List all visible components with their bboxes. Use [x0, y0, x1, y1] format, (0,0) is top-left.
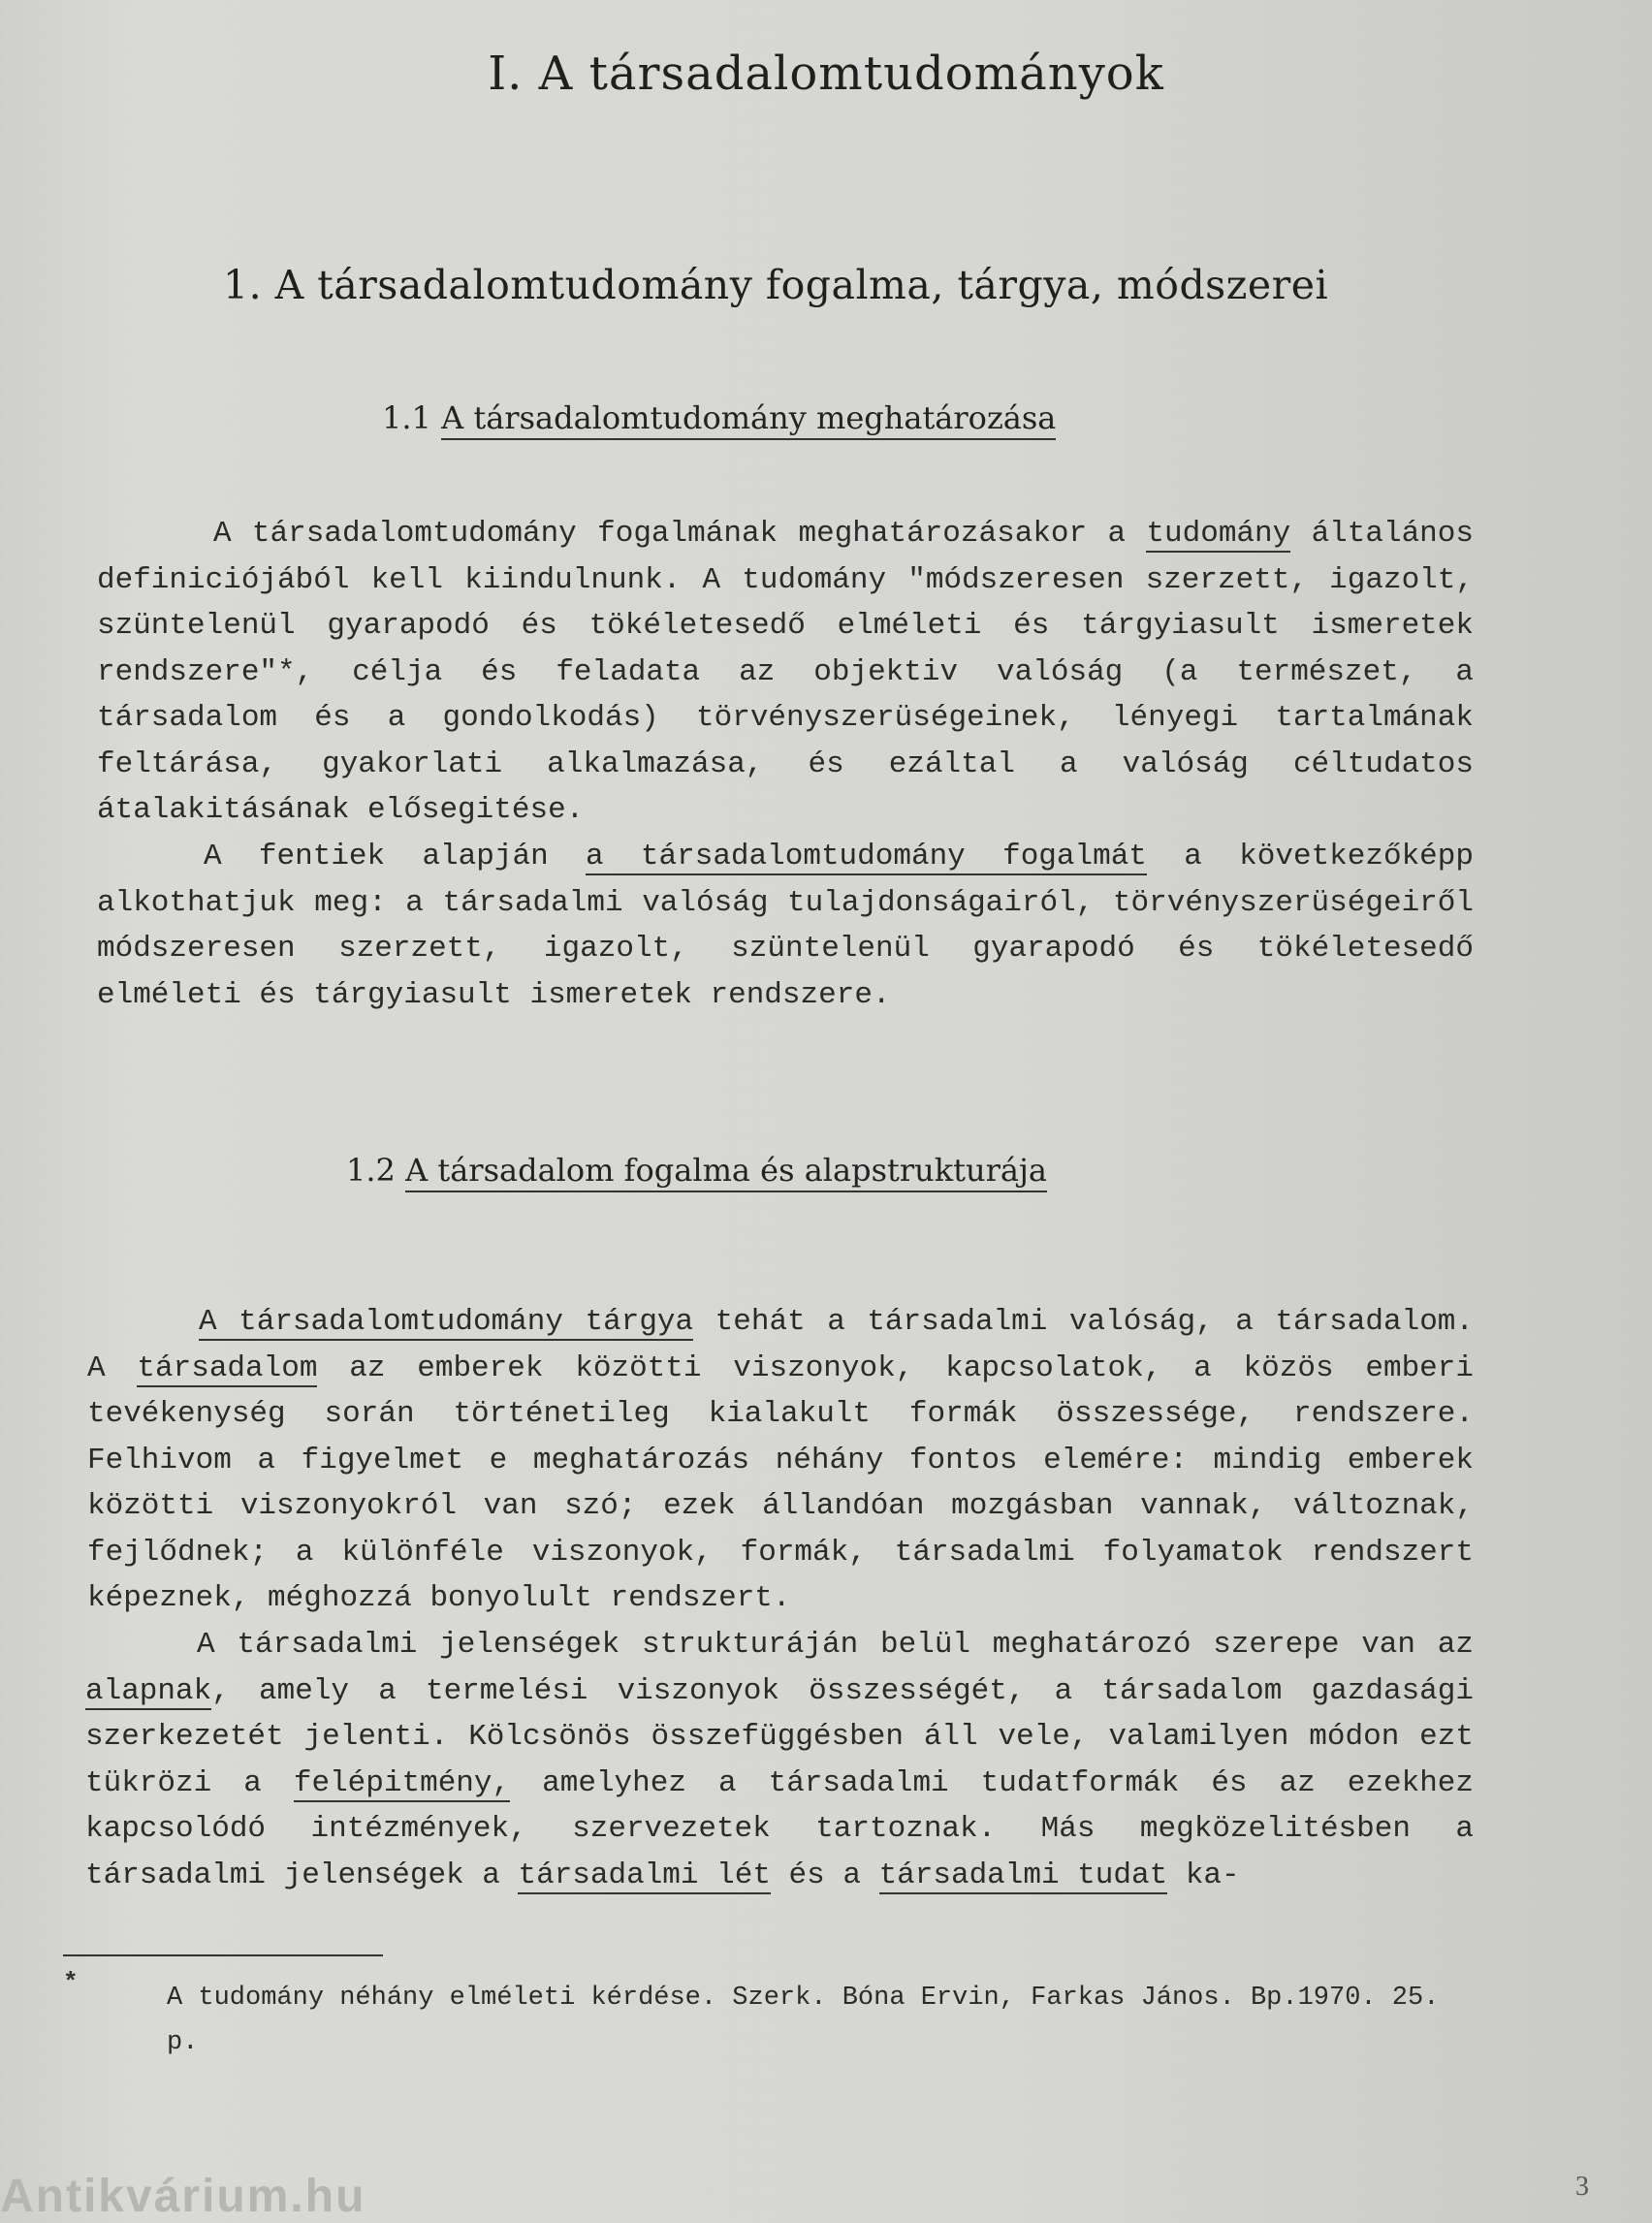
- underlined-term: A társadalomtudomány tárgya: [199, 1305, 694, 1339]
- text-run: A társadalomtudomány fogalmának meghatározásakor a: [213, 517, 1147, 551]
- text-run: ka-: [1167, 1858, 1240, 1892]
- underlined-term: társadalom: [137, 1350, 318, 1385]
- watermark: Antikvárium.hu: [0, 2171, 366, 2222]
- subsection-number: 1.2: [346, 1152, 396, 1189]
- section-title: 1. A társadalomtudomány fogalma, tárgya, módszerei: [223, 262, 1329, 308]
- underlined-term: tudomány: [1146, 517, 1291, 551]
- paragraph-3: [87, 1299, 1474, 1622]
- paragraph-4: [85, 1622, 1474, 1898]
- subsection-title: A társadalom fogalma és alapstrukturája: [405, 1152, 1047, 1192]
- paragraph-1: [97, 511, 1474, 834]
- text-run: amelyhez a társadalmi tudatformák és az ezekhez kapcsolódó intézmények, szervezetek tartoznak. Más megközelitésben a társadalmi jelenségek a: [85, 1765, 1474, 1892]
- text-run: , amely a termelési viszonyok összességét, a társadalom gazdasági szerkezetét jelenti. Kölcsönös összefüggésben áll vele, valamilyen módon ezt tükrözi a: [85, 1673, 1474, 1800]
- subsection-title: A társadalomtudomány meghatározása: [441, 399, 1056, 440]
- subsection-heading-1-1: [382, 399, 1056, 436]
- footnote-text: A tudomány néhány elméleti kérdése. Szerk. Bóna Ervin, Farkas János. Bp.1970. 25. p.: [167, 1984, 1440, 2057]
- page-number: 3: [1575, 2172, 1589, 2202]
- footnote-divider: [63, 1954, 383, 1956]
- footnote-mark: *: [63, 1968, 79, 1997]
- text-run: az emberek közötti viszonyok, kapcsolatok, a közös emberi tevékenység során történetileg kialakult formák összessége, rendszere. Felhivom a figyelmet e meghatározás néhány fontos elemére: mindig emberek közötti viszonyokról van szó; ezek állandóan mozgásban vannak, változnak, fejlődnek; a különféle viszonyok, formák, társadalmi folyamatok rendszert képeznek, méghozzá bonyolult rendszert.: [87, 1350, 1474, 1615]
- subsection-heading-1-2: [346, 1152, 1047, 1189]
- text-run: A fentiek alapján: [204, 840, 586, 873]
- paragraph-2: [97, 834, 1474, 1018]
- underlined-term: alapnak: [85, 1673, 212, 1708]
- text-run: általános definiciójából kell kiindulnunk. A tudomány "módszeresen szerzett, igazolt, szüntelenül gyarapodó és tökéletesedő elméleti és tárgyiasult ismeretek rendszere"*, célja és feladata az objektiv valóság (a természet, a társadalom és a gondolkodás) törvényszerüségeinek, lényegi tartalmának feltárása, gyakorlati alkalmazása, és ezáltal a valóság céltudatos átalakitásának elősegitése.: [97, 517, 1474, 827]
- text-run: tehát a társadalmi valóság, a társadalom. A: [87, 1305, 1474, 1385]
- text-run: és a: [770, 1858, 879, 1892]
- subsection-number: 1.1: [382, 399, 431, 436]
- chapter-title: I. A társadalomtudományok: [488, 47, 1164, 101]
- underlined-term: társadalmi tudat: [878, 1858, 1168, 1892]
- underlined-term: társadalmi lét: [518, 1858, 771, 1892]
- text-run: A társadalmi jelenségek strukturáján belül meghatározó szerepe van az: [197, 1628, 1474, 1662]
- underlined-term: felépitmény,: [293, 1765, 511, 1800]
- text-run: a következőképp alkothatjuk meg: a társadalmi valóság tulajdonságairól, törvényszerüségeiről módszeresen szerzett, igazolt, szüntelenül gyarapodó és tökéletesedő elméleti és tárgyiasult ismeretek rendszere.: [97, 840, 1474, 1012]
- underlined-term: a társadalomtudomány fogalmát: [586, 840, 1147, 873]
